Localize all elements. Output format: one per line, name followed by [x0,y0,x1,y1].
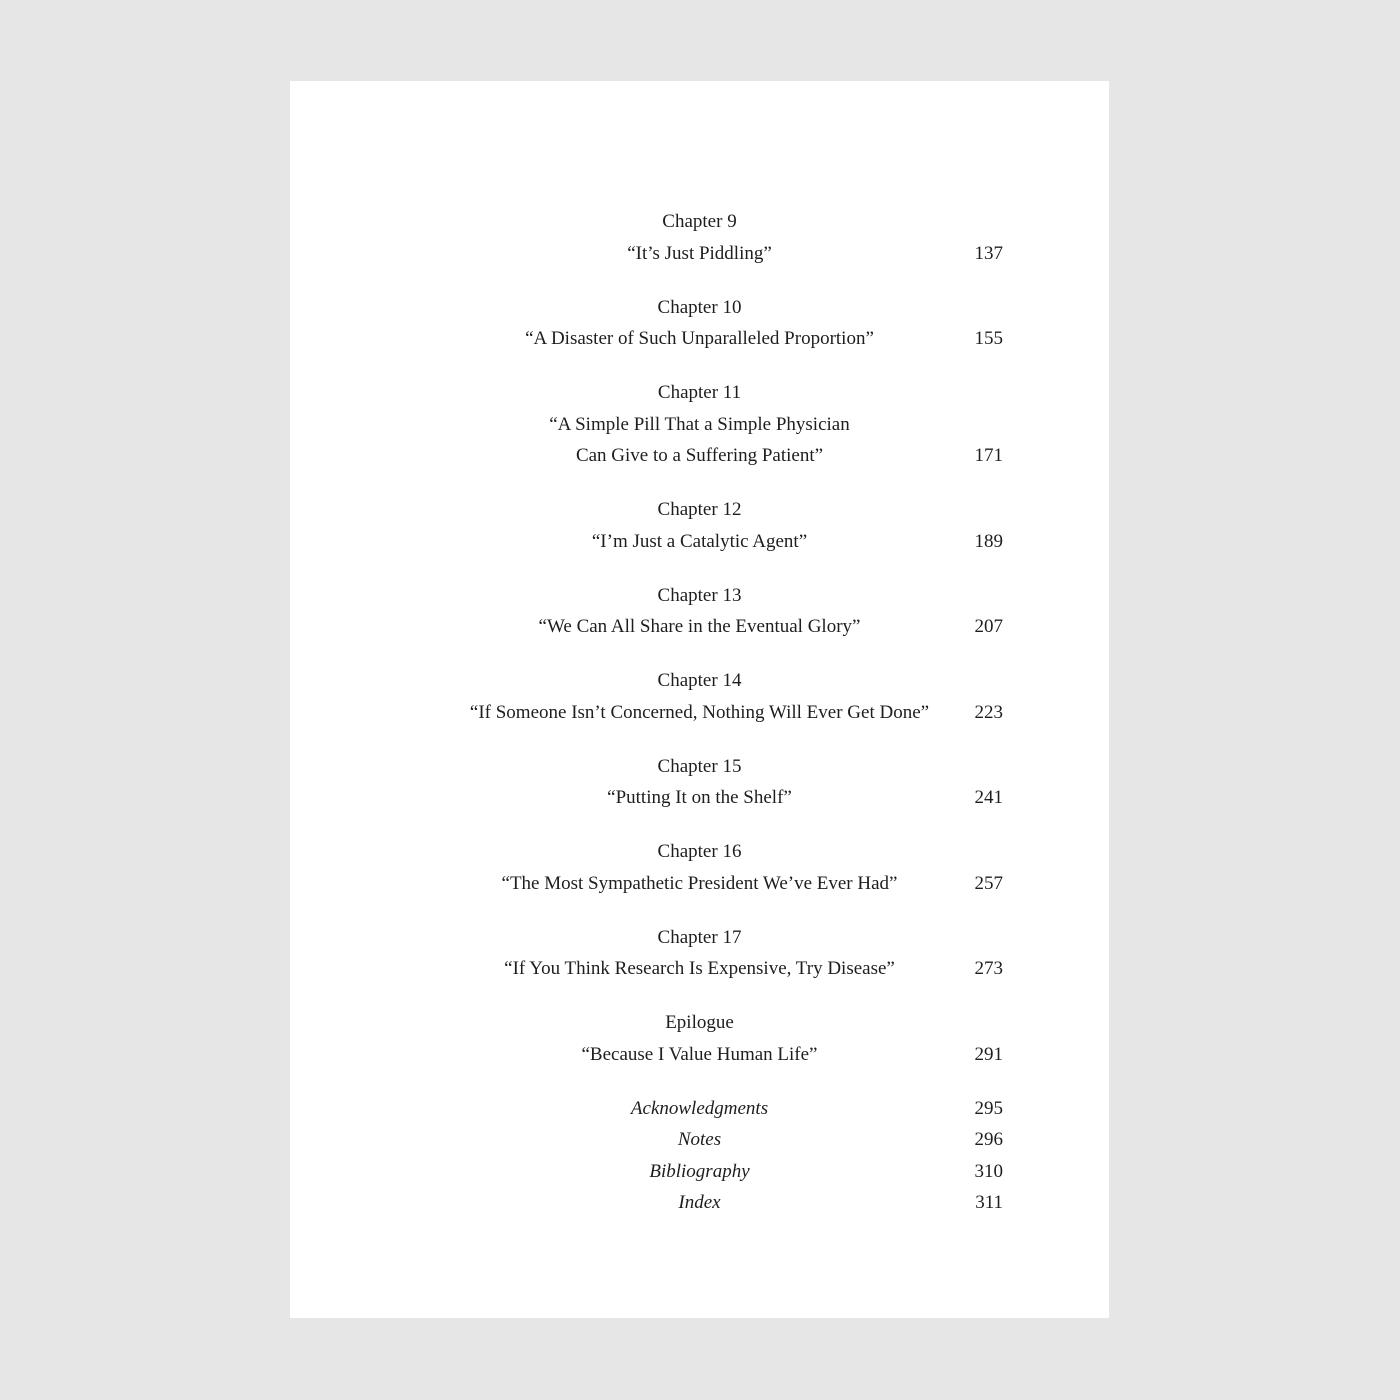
page-number: 273 [974,958,1003,979]
chapter-heading-line [290,922,1109,954]
chapter-heading-line [290,292,1109,324]
chapter-heading-line [290,580,1109,612]
page-number: 223 [974,701,1003,723]
chapter-title-line [290,526,1109,558]
page-number: 207 [974,616,1003,637]
chapter-title-line [290,409,1109,441]
back-matter-label: Index [678,1192,721,1213]
chapter-heading: Chapter 17 [657,926,742,948]
chapter-title: “Putting It on the Shelf” [607,787,792,808]
chapter-heading: Epilogue [665,1012,734,1033]
chapter-heading: Chapter 9 [662,211,737,232]
chapter-heading: Chapter 13 [657,584,742,606]
back-matter-entry [290,1124,1109,1156]
chapter-heading-line [290,1007,1109,1039]
table-of-contents [290,81,1109,1318]
page-number: 241 [974,787,1003,808]
chapter-heading-line [290,836,1109,868]
chapter-title-line [290,440,1109,472]
chapter-title-line [290,323,1109,355]
back-matter-entry [290,1187,1109,1219]
page-number: 296 [974,1129,1003,1150]
chapter-heading-line [290,377,1109,409]
chapter-title: “A Simple Pill That a Simple Physician [549,413,850,435]
chapter-title-line [290,868,1109,900]
chapter-title: Can Give to a Suffering Patient” [575,445,824,466]
back-matter-label: Acknowledgments [630,1097,769,1119]
chapter-heading-line [290,665,1109,697]
chapter-title-line [290,1039,1109,1071]
chapter-title: “If You Think Research Is Expensive, Try Disease” [504,958,895,979]
page-number: 295 [974,1097,1003,1119]
chapter-title-line [290,611,1109,643]
page-number: 155 [974,328,1003,349]
chapter-heading-line [290,206,1109,238]
page-number: 171 [974,445,1003,466]
chapter-title: “We Can All Share in the Eventual Glory” [538,616,861,637]
chapter-title-line [290,697,1109,729]
page-number: 189 [974,530,1003,552]
chapter-heading: Chapter 11 [657,382,742,403]
chapter-title: “A Disaster of Such Unparalleled Proportion” [525,328,874,349]
page-number: 257 [974,872,1003,894]
chapter-title-line [290,953,1109,985]
chapter-heading-line [290,494,1109,526]
chapter-heading: Chapter 15 [657,755,742,777]
chapter-title: “Because I Value Human Life” [581,1043,818,1065]
back-matter-entry [290,1093,1109,1125]
chapter-title-line [290,782,1109,814]
chapter-title: “It’s Just Piddling” [627,242,772,264]
chapter-heading-line [290,751,1109,783]
chapter-title: “The Most Sympathetic President We’ve Ever Had” [501,872,898,894]
page-number: 311 [975,1192,1003,1213]
page-number: 291 [974,1043,1003,1065]
chapter-heading: Chapter 12 [657,499,742,520]
chapter-title: “I’m Just a Catalytic Agent” [591,530,808,552]
chapter-heading: Chapter 14 [657,670,742,691]
back-matter-entry [290,1156,1109,1188]
page-number: 137 [974,242,1003,264]
chapter-title-line [290,238,1109,270]
book-page [290,81,1109,1318]
back-matter-label: Bibliography [649,1160,750,1182]
chapter-title: “If Someone Isn’t Concerned, Nothing Will Ever Get Done” [469,701,930,723]
chapter-heading: Chapter 16 [657,841,742,862]
page-number: 310 [974,1160,1003,1182]
back-matter-label: Notes [677,1129,722,1150]
chapter-heading: Chapter 10 [657,296,742,318]
